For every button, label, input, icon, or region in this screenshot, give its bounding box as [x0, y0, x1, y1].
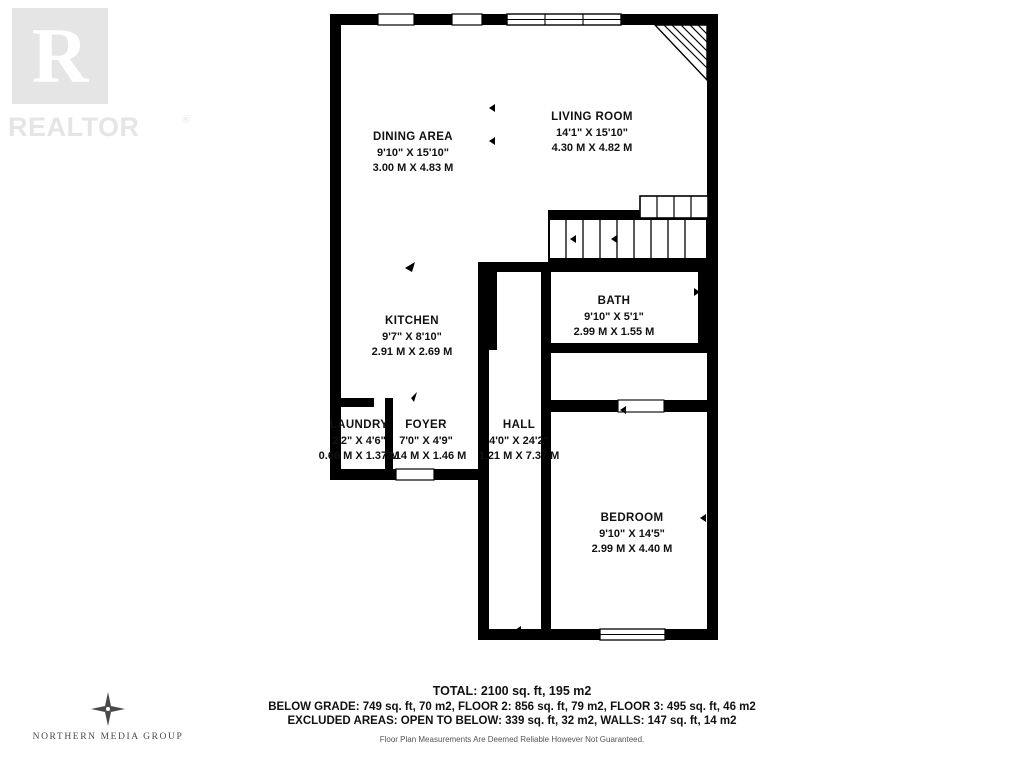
room-label-living-room	[551, 110, 633, 156]
room-name: KITCHEN	[385, 315, 439, 327]
room-label-foyer	[386, 418, 467, 464]
room-dimensions-metric: 1.21 M X 7.37 M	[478, 450, 560, 463]
entry-stair-hatch	[655, 25, 707, 80]
room-dimensions-metric: 2.91 M X 2.69 M	[371, 346, 453, 359]
compass-rose-icon	[89, 690, 127, 728]
room-dimensions-metric: 2.99 M X 1.55 M	[573, 326, 655, 339]
realtor-logo-icon: R	[12, 8, 108, 104]
room-name: BATH	[597, 295, 631, 307]
room-dimensions-metric: 4.30 M X 4.82 M	[551, 142, 633, 155]
media-group-name: NORTHERN MEDIA GROUP	[32, 732, 184, 742]
room-label-hall	[479, 418, 560, 464]
room-dimensions-imperial: 4'0" X 24'2"	[489, 434, 549, 447]
room-dimensions-imperial: 9'7" X 8'10"	[382, 330, 442, 343]
room-dimensions-imperial: 2'2" X 4'6"	[332, 434, 386, 447]
realtor-wordmark: REALTOR	[8, 112, 140, 142]
registered-trademark-icon: ®	[182, 114, 191, 126]
room-dimensions-metric: 3.00 M X 4.83 M	[372, 162, 454, 175]
room-name: HALL	[502, 419, 536, 431]
room-name: DINING AREA	[372, 131, 453, 143]
staircase	[549, 196, 708, 267]
room-label-bath	[574, 294, 655, 340]
room-name: LIVING ROOM	[551, 111, 633, 123]
media-group-brand	[18, 690, 198, 742]
room-label-bedroom	[592, 511, 673, 557]
room-name: BEDROOM	[600, 512, 664, 524]
excluded-areas-text: EXCLUDED AREAS: OPEN TO BELOW: 339 sq. ft, 32 m2, WALLS: 147 sq. ft, 14 m2	[287, 715, 737, 727]
room-dimensions-imperial: 14'1" X 15'10"	[556, 126, 628, 139]
total-area-text: TOTAL: 2100 sq. ft, 195 m2	[432, 684, 592, 698]
room-name: LAUNDRY	[329, 419, 389, 431]
disclaimer-text: Floor Plan Measurements Are Deemed Reliable However Not Guaranteed.	[379, 735, 645, 744]
room-dimensions-metric: 2.14 M X 1.46 M	[385, 450, 467, 463]
room-dimensions-imperial: 9'10" X 5'1"	[584, 310, 644, 323]
room-dimensions-imperial: 9'10" X 14'5"	[599, 527, 665, 540]
area-breakdown-text: BELOW GRADE: 749 sq. ft, 70 m2, FLOOR 2: 856 sq. ft, 79 m2, FLOOR 3: 495 sq. ft, 46 m2	[268, 701, 756, 713]
room-dimensions-imperial: 7'0" X 4'9"	[399, 434, 453, 447]
room-dimensions-metric: 2.99 M X 4.40 M	[591, 543, 673, 556]
room-label-dining-area	[373, 130, 454, 176]
room-dimensions-imperial: 9'10" X 15'10"	[377, 146, 449, 159]
room-label-kitchen	[372, 314, 453, 360]
room-name: FOYER	[405, 419, 447, 431]
room-dimensions-metric: 0.66 M X 1.37 M	[318, 450, 400, 463]
